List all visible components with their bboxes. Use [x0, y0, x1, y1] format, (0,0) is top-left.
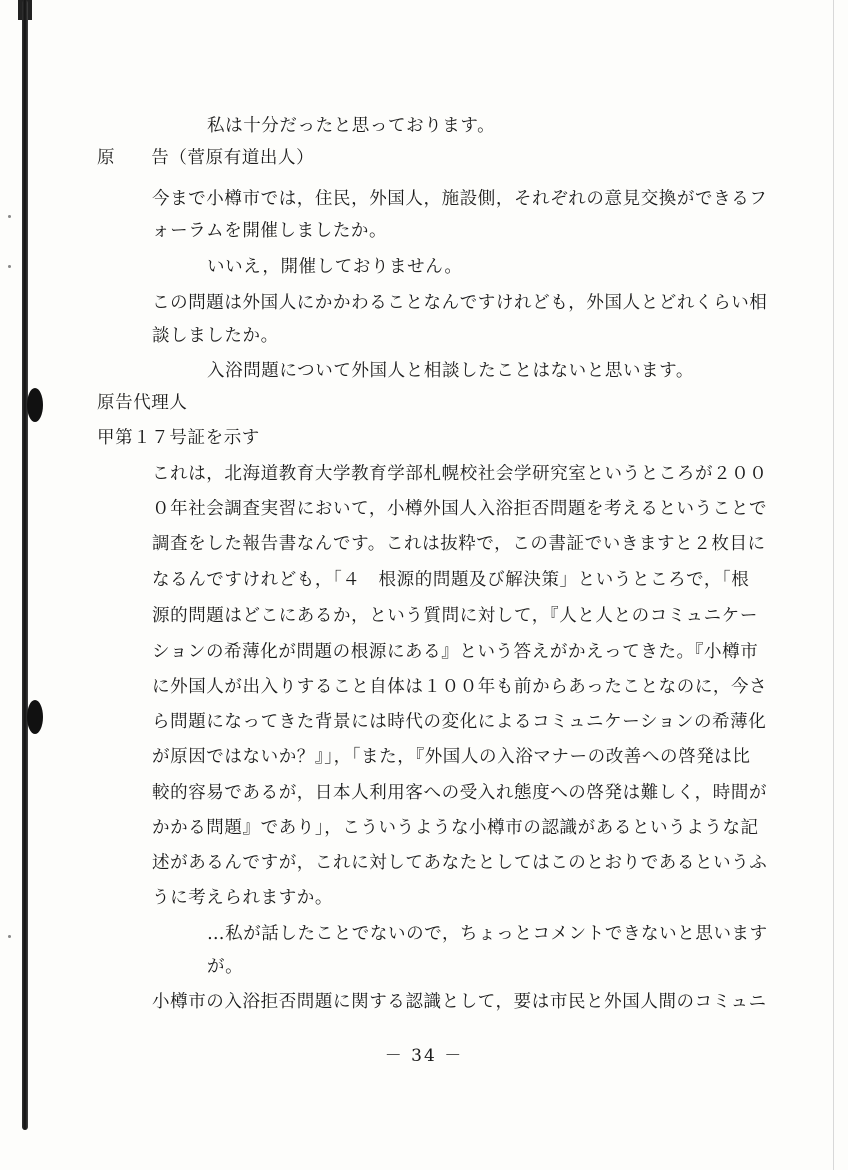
- text-line: 談しましたか。: [152, 326, 279, 346]
- page-edge: [833, 0, 834, 1170]
- punch-hole-upper: [27, 388, 43, 422]
- text-line: この問題は外国人にかかわることなんですけれども，外国人とどれくらい相: [152, 293, 768, 313]
- text-line: …私が話したことでないので，ちょっとコメントできないと思います: [207, 924, 768, 944]
- text-line: 私は十分だったと思っております。: [207, 116, 496, 136]
- text-line: ０年社会調査実習において，小樽外国人入浴拒否問題を考えるということで: [152, 499, 768, 519]
- text-line: なるんですけれども，「４ 根源的問題及び解決策」というところで，「根: [152, 570, 750, 590]
- text-line: ォーラムを開催しましたか。: [152, 221, 388, 241]
- text-line: 入浴問題について外国人と相談したことはないと思います。: [207, 361, 694, 381]
- text-line: が。: [207, 957, 244, 977]
- text-line: 今まで小樽市では，住民，外国人，施設側，それぞれの意見交換ができるフ: [152, 189, 768, 209]
- text-line: ションの希薄化が問題の根源にある』という答えがかえってきた。『小樽市: [152, 642, 759, 662]
- speaker-label: 原告代理人: [97, 393, 188, 413]
- punch-hole-lower: [27, 700, 43, 734]
- text-line: かかる問題』であり」，こういうような小樽市の認識があるというような記: [152, 818, 759, 838]
- text-line: が原因ではないか？』」，「また，『外国人の入浴マナーの改善への啓発は比: [152, 747, 751, 767]
- binding-edge: [22, 0, 28, 1130]
- scan-speck: [8, 265, 11, 268]
- scan-speck: [8, 935, 11, 938]
- scan-speck: [8, 215, 11, 218]
- text-line: 小樽市の入浴拒否問題に関する認識として，要は市民と外国人間のコミュニ: [152, 992, 767, 1012]
- text-line: 述があるんですが，これに対してあなたとしてはこのとおりであるというふ: [152, 853, 768, 873]
- text-line: これは，北海道教育大学教育学部札幌校社会学研究室というところが２００: [152, 464, 768, 484]
- exhibit-label: 甲第１７号証を示す: [97, 428, 260, 448]
- text-line: いいえ，開催しておりません。: [207, 257, 463, 277]
- text-line: に外国人が出入りすること自体は１００年も前からあったことなのに，今さ: [152, 677, 768, 697]
- page-number: － 34 －: [384, 1046, 464, 1066]
- text-line: ら問題になってきた背景には時代の変化によるコミュニケーションの希薄化: [152, 712, 767, 732]
- text-line: 較的容易であるが，日本人利用客への受入れ態度への啓発は難しく，時間が: [152, 783, 768, 803]
- text-line: 源的問題はどこにあるか，という質問に対して，『人と人とのコミュニケー: [152, 606, 758, 626]
- speaker-label: 原 告（菅原有道出人）: [97, 148, 315, 168]
- text-line: うに考えられますか。: [152, 888, 333, 908]
- text-line: 調査をした報告書なんです。これは抜粋で，この書証でいきますと２枚目に: [152, 534, 766, 554]
